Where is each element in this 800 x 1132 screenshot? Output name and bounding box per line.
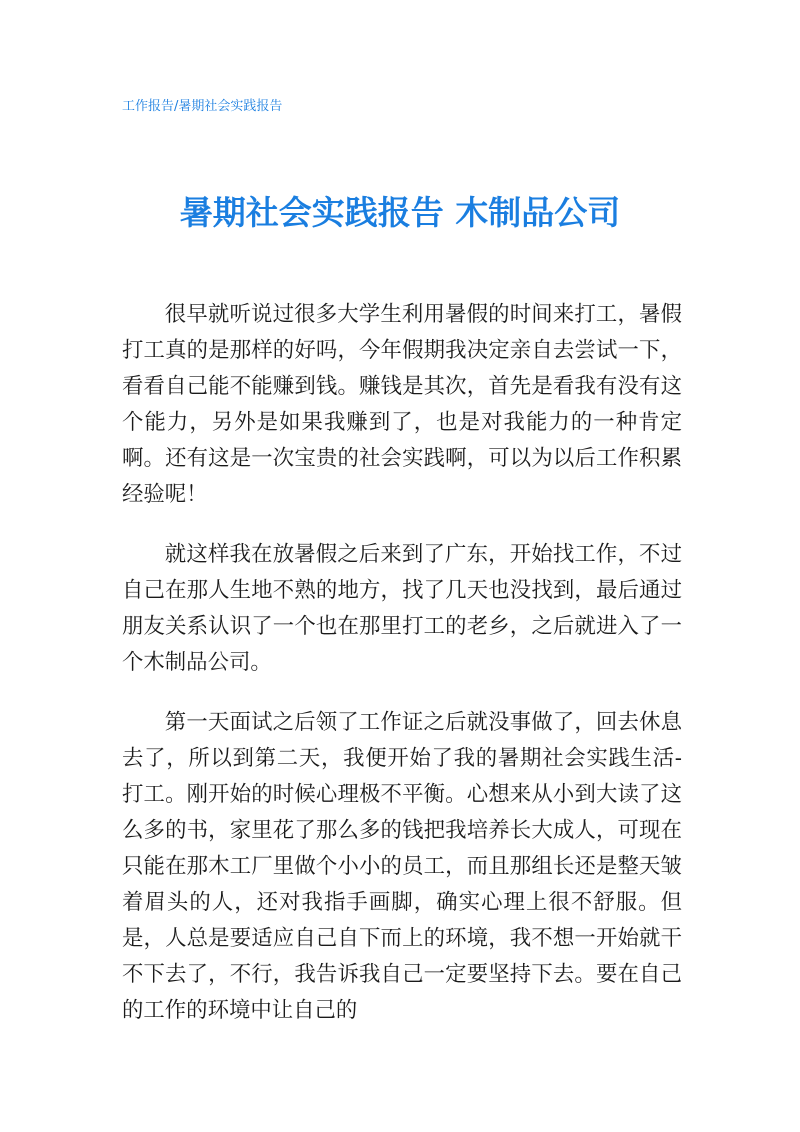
paragraph: 就这样我在放暑假之后来到了广东，开始找工作，不过自己在那人生地不熟的地方，找了几天也没找到，最后通过朋友关系认识了一个也在那里打工的老乡，之后就进入了一个木制品公司。	[122, 542, 682, 675]
paragraph: 第一天面试之后领了工作证之后就没事做了，回去休息去了，所以到第二天，我便开始了我的暑期社会实践生活-打工。刚开始的时候心理极不平衡。心想来从小到大读了这么多的书，家里花了那么多的钱把我培养长大成人，可现在只能在那木工厂里做个小小的员工，而且那组长还是整天皱着眉头的人，还对我指手画脚，确实心理上很不舒服。但是，人总是要适应自己自下而上的环境，我不想一开始就干不下去了，不行，我告诉我自己一定要坚持下去。要在自己的工作的环境中让自己的	[122, 710, 682, 1023]
paragraph: 很早就听说过很多大学生利用暑假的时间来打工，暑假打工真的是那样的好吗，今年假期我决定亲自去尝试一下，看看自己能不能赚到钱。赚钱是其次，首先是看我有没有这个能力，另外是如果我赚到了，也是对我能力的一种肯定啊。还有这是一次宝贵的社会实践啊，可以为以后工作积累经验呢！	[122, 302, 682, 507]
breadcrumb[interactable]: 工作报告/暑期社会实践报告	[122, 99, 283, 114]
page-title: 暑期社会实践报告 木制品公司	[179, 193, 621, 232]
document-body	[122, 297, 682, 1053]
